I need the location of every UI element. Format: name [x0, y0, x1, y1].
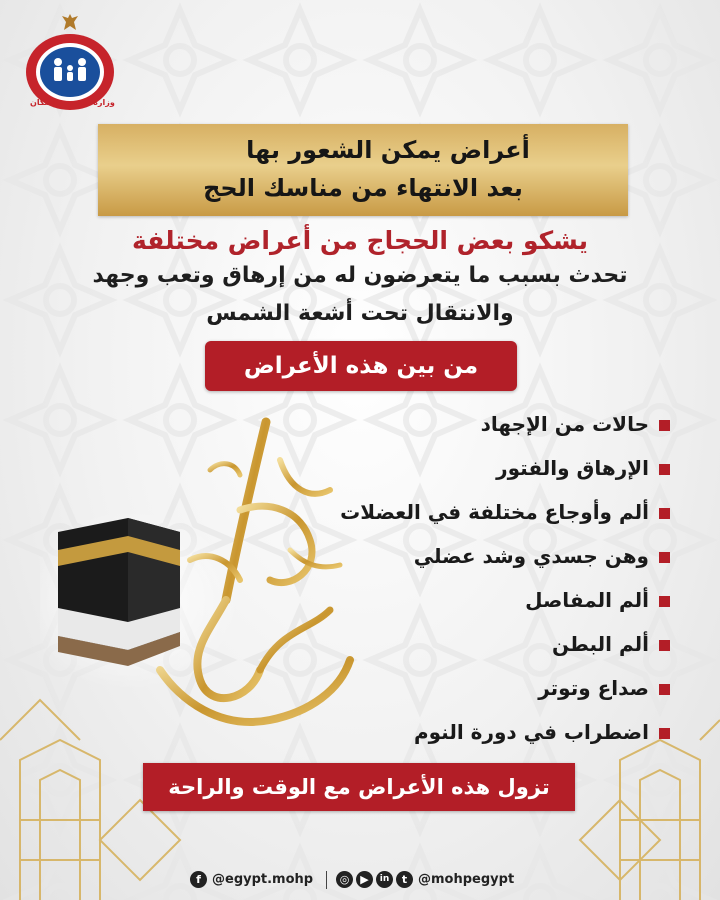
facebook-handle[interactable]: @egypt.mohp — [212, 872, 314, 887]
list-item: صداع وتوتر — [310, 674, 670, 718]
intro-line-2: والانتقال تحت أشعة الشمس — [206, 301, 514, 326]
header-line-1: أعراض يمكن الشعور بها — [246, 136, 530, 164]
bullet — [659, 420, 670, 431]
kaaba-icon — [58, 518, 180, 666]
bullet — [659, 464, 670, 475]
eagle-icon — [58, 12, 82, 34]
youtube-icon[interactable]: ▶ — [356, 871, 373, 888]
facebook-icon[interactable]: f — [190, 871, 207, 888]
divider — [326, 871, 327, 889]
bullet — [659, 508, 670, 519]
intro-highlight: يشكو بعض الحجاج من أعراض مختلفة — [132, 226, 588, 255]
bullet — [659, 596, 670, 607]
ministry-label: وزارة الصحة والسكان — [30, 98, 115, 107]
instagram-icon[interactable]: ◎ — [336, 871, 353, 888]
list-item: حالات من الإجهاد — [310, 410, 670, 454]
social-handle[interactable]: @mohpegypt — [418, 872, 515, 887]
header-banner — [98, 124, 628, 216]
footer-banner: تزول هذه الأعراض مع الوقت والراحة — [143, 763, 575, 811]
bullet — [659, 684, 670, 695]
list-item: وهن جسدي وشد عضلي — [310, 542, 670, 586]
twitter-icon[interactable]: t — [396, 871, 413, 888]
linkedin-icon[interactable]: in — [376, 871, 393, 888]
list-item: الإرهاق والفتور — [310, 454, 670, 498]
symptoms-list — [310, 410, 670, 762]
bullet — [659, 640, 670, 651]
list-item: ألم المفاصل — [310, 586, 670, 630]
ministry-logo — [22, 12, 118, 112]
intro-line-1: تحدث بسبب ما يتعرضون له من إرهاق وتعب وجهد — [92, 263, 628, 288]
symptoms-title: من بين هذه الأعراض — [205, 341, 517, 391]
list-item: ألم البطن — [310, 630, 670, 674]
header-line-2: بعد الانتهاء من مناسك الحج — [203, 174, 523, 202]
bullet — [659, 552, 670, 563]
list-item: اضطراب في دورة النوم — [310, 718, 670, 762]
bullet — [659, 728, 670, 739]
list-item: ألم وأوجاع مختلفة في العضلات — [310, 498, 670, 542]
